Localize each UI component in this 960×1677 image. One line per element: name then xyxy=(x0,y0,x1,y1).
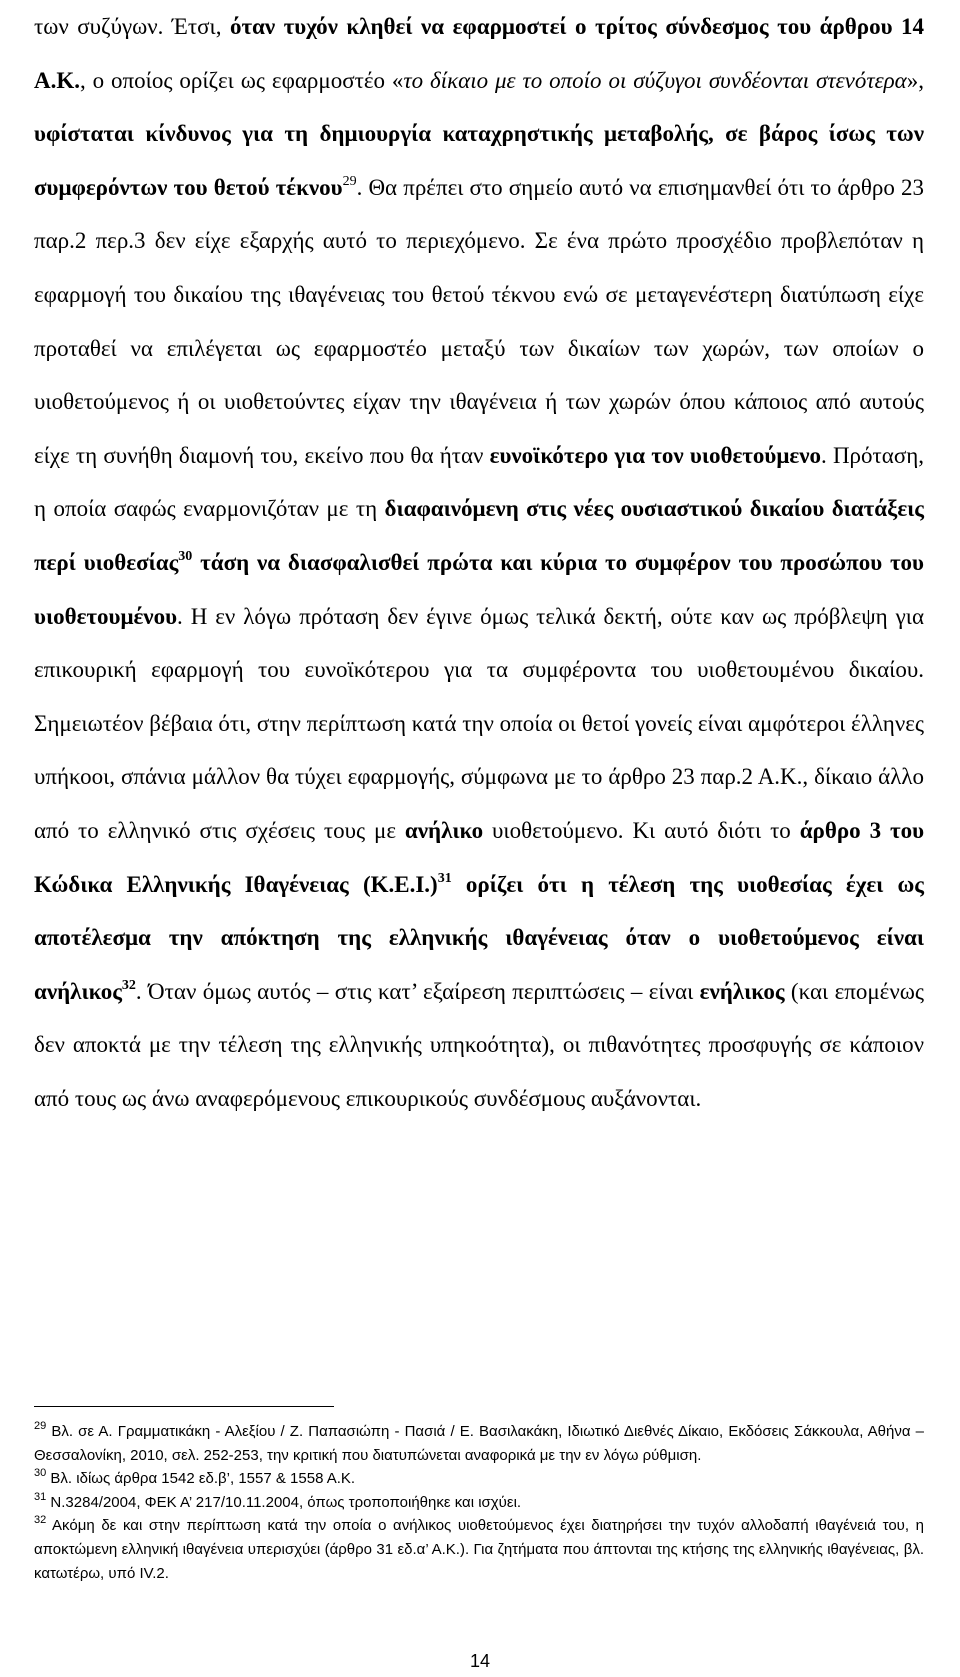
footnote-separator xyxy=(34,1406,334,1407)
bold-text: ενήλικος xyxy=(699,978,785,1004)
body-text: . Όταν όμως αυτός – στις κατ’ εξαίρεση περιπτώσεις – είναι xyxy=(135,978,700,1004)
body-text: (και επομένως δεν αποκτά με την τέλεση της ελληνικής υπηκοότητα), οι πιθανότητες προσφυγής σε κάποιον από τους ως άνω αναφερόμενους επικουρικούς συνδέσμους αυξάνονται. xyxy=(34,978,924,1111)
footnote-number: 32 xyxy=(34,1514,47,1527)
body-text: . Η εν λόγω πρόταση δεν έγινε όμως τελικά δεκτή, ούτε καν ως πρόβλεψη για επικουρική εφαρμογή του ευνοϊκότερου για τα συμφέροντα του υιοθετουμένου δικαίου. Σημειωτέον βέβαια ότι, στην περίπτωση κατά την οποία οι θετοί γονείς είναι αμφότεροι έλληνες υπήκοοι, σπάνια μάλλον θα τύχει εφαρμογής, σύμφωνα με το άρθρο 23 παρ.2 Α.Κ., δίκαιο άλλο από το ελληνικό στις σχέσεις τους με xyxy=(34,603,924,843)
footnote-32 xyxy=(34,1514,924,1585)
bold-text: ευνοϊκότερο για τον υιοθετούμενο xyxy=(489,442,821,468)
footnote-reference: 30 xyxy=(178,548,193,564)
footnote-number: 30 xyxy=(34,1467,47,1480)
bold-text: υφίσταται κίνδυνος για τη δημιουργία καταχρηστικής μεταβολής, σε βάρος ίσως των συμφερόντων του θετού τέκνου xyxy=(34,121,924,200)
footnote-reference: 32 xyxy=(121,977,136,993)
footnote-reference: 29 xyxy=(342,173,357,189)
footnote-text: Βλ. ιδίως άρθρα 1542 εδ.β’, 1557 & 1558 Α.Κ. xyxy=(46,1470,356,1488)
footnote-number: 29 xyxy=(34,1420,47,1432)
italic-quote: το δίκαιο με το οποίο οι σύζυγοι συνδέονται στενότερα xyxy=(403,67,907,93)
body-paragraph xyxy=(34,0,924,1125)
footnotes xyxy=(34,1420,924,1585)
body-text: », xyxy=(906,67,925,93)
bold-text: άρθρο 3 του Κώδικα Ελληνικής Ιθαγένειας (Κ.Ε.Ι.) xyxy=(34,817,925,897)
bold-text: τάση να διασφαλισθεί πρώτα και κύρια το συμφέρον του προσώπου του υιοθετουμένου xyxy=(34,549,924,629)
footnote-number: 31 xyxy=(34,1490,47,1503)
bold-text: διαφαινόμενη στις νέες ουσιαστικού δικαίου διατάξεις περί υιοθεσίας xyxy=(34,496,924,575)
body-text: , ο οποίος ορίζει ως εφαρμοστέο « xyxy=(80,67,404,93)
bold-text: ανήλικο xyxy=(404,817,484,843)
page-number: 14 xyxy=(469,1651,491,1671)
bold-text: όταν τυχόν κληθεί να εφαρμοστεί ο τρίτος σύνδεσμος του άρθρου 14 Α.Κ. xyxy=(34,14,925,93)
footnote-31 xyxy=(34,1491,924,1515)
footnote-reference: 31 xyxy=(437,870,452,886)
footnote-text: Βλ. σε Α. Γραμματικάκη - Αλεξίου / Ζ. Παπασιώπη - Πασιά / Ε. Βασιλακάκη, Ιδιωτικό Διεθνές Δίκαιο, Εκδόσεις Σάκκουλα, Αθήνα – Θεσσαλονίκη, 2010, σελ. 252-253, την κριτική που διατυπώνεται αναφορικά με την εν λόγω ρύθμιση. xyxy=(34,1423,924,1464)
footnote-text: Ακόμη δε και στην περίπτωση κατά την οποία ο ανήλικος υιοθετούμενος έχει διατηρήσει την τυχόν αλλοδαπή ιθαγένειά του, η αποκτώμενη ελληνική ιθαγένεια υπερισχύει (άρθρο 31 εδ.α’ Α.Κ.). Για ζητήματα που άπτονται της κτήσης της ελληνικής ιθαγένειας, βλ. κατωτέρω, υπό IV.2. xyxy=(34,1517,924,1582)
body-text: των συζύγων. Έτσι, xyxy=(34,14,230,39)
footnote-text: Ν.3284/2004, ΦΕΚ Α’ 217/10.11.2004, όπως τροποποιήθηκε και ισχύει. xyxy=(46,1493,522,1511)
footnote-30 xyxy=(34,1467,924,1491)
footnote-29 xyxy=(34,1420,924,1467)
body-text: . Πρόταση, η οποία σαφώς εναρμονιζόταν με τη xyxy=(34,442,925,522)
body-text: υιοθετούμενο. Κι αυτό διότι το xyxy=(483,817,800,843)
bold-text: ορίζει ότι η τέλεση της υιοθεσίας έχει ως αποτέλεσμα την απόκτηση της ελληνικής ιθαγένειας όταν ο υιοθετούμενος είναι ανήλικος xyxy=(34,871,924,1004)
body-text: . Θα πρέπει στο σημείο αυτό να επισημανθεί ότι το άρθρο 23 παρ.2 περ.3 δεν είχε εξαρχής αυτό το περιεχόμενο. Σε ένα πρώτο προσχέδιο προβλεπόταν η εφαρμογή του δικαίου της ιθαγένειας του θετού τέκνου ενώ σε μεταγενέστερη διατύπωση είχε προταθεί να επιλέγεται ως εφαρμοστέο μεταξύ των δικαίων των χωρών, των οποίων ο υιοθετούμενος ή οι υιοθετούντες είχαν την ιθαγένεια ή των χωρών όπου κάποιος από αυτούς είχε τη συνήθη διαμονή του, εκείνο που θα ήταν xyxy=(34,174,925,468)
